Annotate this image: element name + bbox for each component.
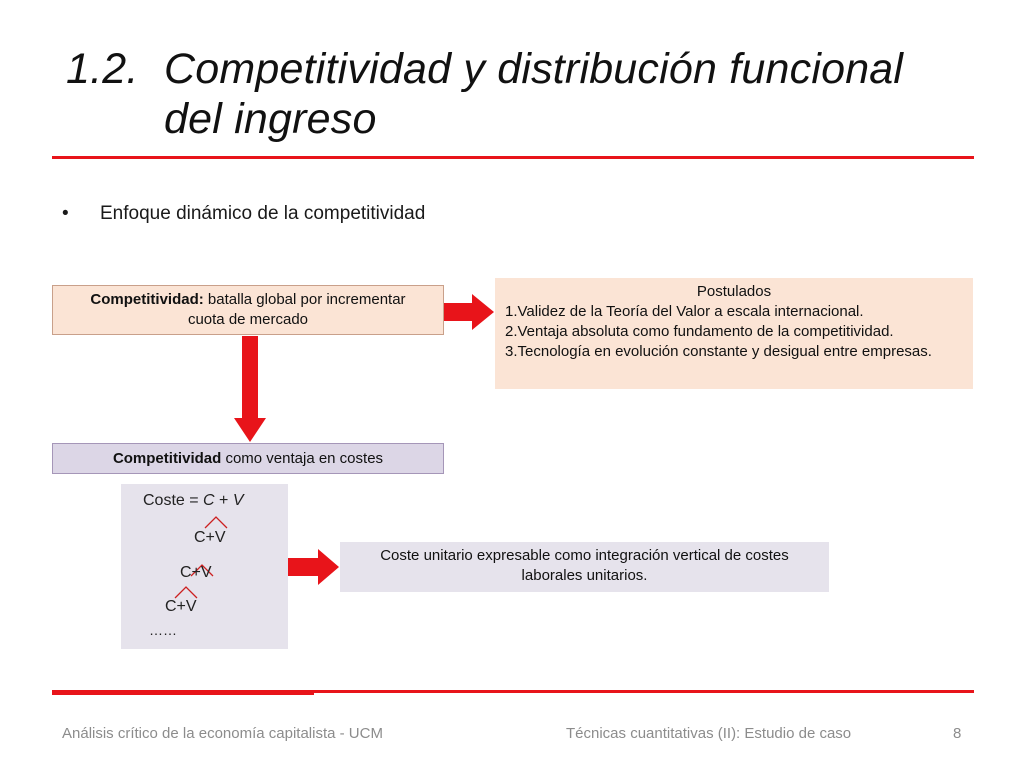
competitividad-box	[52, 285, 444, 335]
bullet-text: Enfoque dinámico de la competitividad	[100, 203, 426, 224]
arrow-to-postulados	[444, 294, 494, 330]
bullet-marker: •	[62, 203, 69, 224]
formula-coste: Coste =	[143, 492, 204, 509]
competitividad-text-2: cuota de mercado	[187, 311, 309, 328]
formula-step: C+V	[165, 598, 197, 615]
postulados-heading: Postulados	[696, 283, 772, 300]
postulado-item: 3.Tecnología en evolución constante y desigual entre empresas.	[505, 343, 932, 360]
footer-divider	[314, 690, 974, 693]
postulado-item: 2.Ventaja absoluta como fundamento de la competitividad.	[505, 323, 894, 340]
arrow-to-unitario	[288, 549, 339, 585]
formula-step: C+V	[194, 529, 226, 546]
unitario-line-2: laborales unitarios.	[521, 567, 648, 584]
footer-subject: Técnicas cuantitativas (II): Estudio de caso	[566, 725, 852, 742]
formula-box	[121, 484, 288, 649]
arrow-to-costes	[234, 336, 266, 442]
formula-ellipsis: ……	[149, 622, 177, 638]
unitario-line-1: Coste unitario expresable como integración vertical de costes	[380, 547, 789, 564]
costes-bold: Competitividad	[112, 450, 222, 467]
footer-page-number: 8	[953, 725, 962, 742]
postulado-item: 1.Validez de la Teoría del Valor a escala internacional.	[505, 303, 864, 320]
costes-text: como ventaja en costes	[221, 450, 384, 467]
footer-divider-thick	[52, 690, 314, 695]
formula-c: C	[203, 492, 215, 509]
costes-box	[52, 443, 444, 474]
title-line-1: Competitividad y distribución funcional	[164, 45, 904, 93]
coste-unitario-box	[340, 542, 829, 592]
formula-step: C+V	[180, 564, 212, 581]
title-line-2: del ingreso	[164, 95, 377, 143]
postulados-box	[495, 278, 973, 389]
competitividad-text-1: batalla global por incrementar	[203, 291, 406, 308]
competitividad-bold: Competitividad:	[90, 291, 204, 308]
footer-course: Análisis crítico de la economía capitalista - UCM	[62, 725, 383, 742]
formula-v: V	[232, 492, 244, 509]
formula-plus: +	[214, 492, 233, 509]
title-number: 1.2.	[66, 45, 139, 93]
